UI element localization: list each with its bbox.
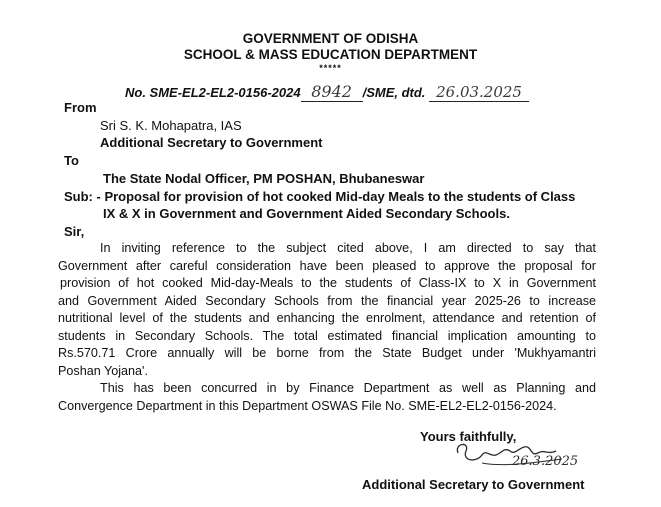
signatory-designation: Additional Secretary to Government [362,477,585,492]
reference-middle: /SME, dtd. [362,85,426,100]
header-stars: ***** [319,63,342,73]
paragraph-1-line: students in Secondary Schools. The total estimated financial implication amounting to [58,328,596,343]
subject-text-1: Proposal for provision of hot cooked Mid-day Meals to the students of Class [104,189,576,204]
paragraph-1-line: nutritional level of the students and enhancing the enrolment, attendance and retention of [58,311,596,325]
yours-faithfully: Yours faithfully, [420,429,517,444]
paragraph-2 [58,380,596,415]
recipient: The State Nodal Officer, PM POSHAN, Bhubaneswar [103,171,425,186]
reference-prefix: No. SME-EL2-EL2-0156-2024 [125,85,301,100]
department-title: SCHOOL & MASS EDUCATION DEPARTMENT [183,47,478,62]
to-label: To [64,153,79,168]
handwritten-letter-number: 8942 [301,82,363,102]
salutation: Sir, [64,224,85,239]
paragraph-2-line: Convergence Department in this Department OSWAS File No. SME-EL2-EL2-0156-2024. [58,398,557,413]
handwritten-letter-date: 26.03.2025 [429,83,529,102]
paragraph-2-line: This has been concurred in by Finance Department as well as Planning and [100,381,596,395]
subject-prefix: Sub: - [64,189,105,204]
paragraph-1-line: Government after careful consideration have been pleased to approve the proposal for [58,258,596,273]
subject-line-1 [64,189,575,204]
government-title: GOVERNMENT OF ODISHA [242,31,419,46]
reference-line [125,82,529,102]
paragraph-1-line: provision of hot cooked Mid-day-Meals to the students of Class-IX to X in Government [60,276,596,290]
sender-name: Sri S. K. Mohapatra, IAS [100,118,242,133]
subject-line-2: IX & X in Government and Government Aided Secondary Schools. [103,206,510,221]
paragraph-1-line: Rs.570.71 Crore annually will be borne from the State Budget under 'Mukhyamantri [58,346,596,360]
paragraph-1-line: Poshan Yojana'. [58,363,148,378]
paragraph-1 [58,240,596,380]
paragraph-1-line: In inviting reference to the subject cited above, I am directed to say that [100,241,596,255]
paragraph-1-line: and Government Aided Secondary Schools from the financial year 2025-26 to increase [58,293,596,308]
from-label: From [64,100,97,115]
sender-designation: Additional Secretary to Government [100,135,323,150]
signature-date: 26.3.2025 [512,454,579,469]
